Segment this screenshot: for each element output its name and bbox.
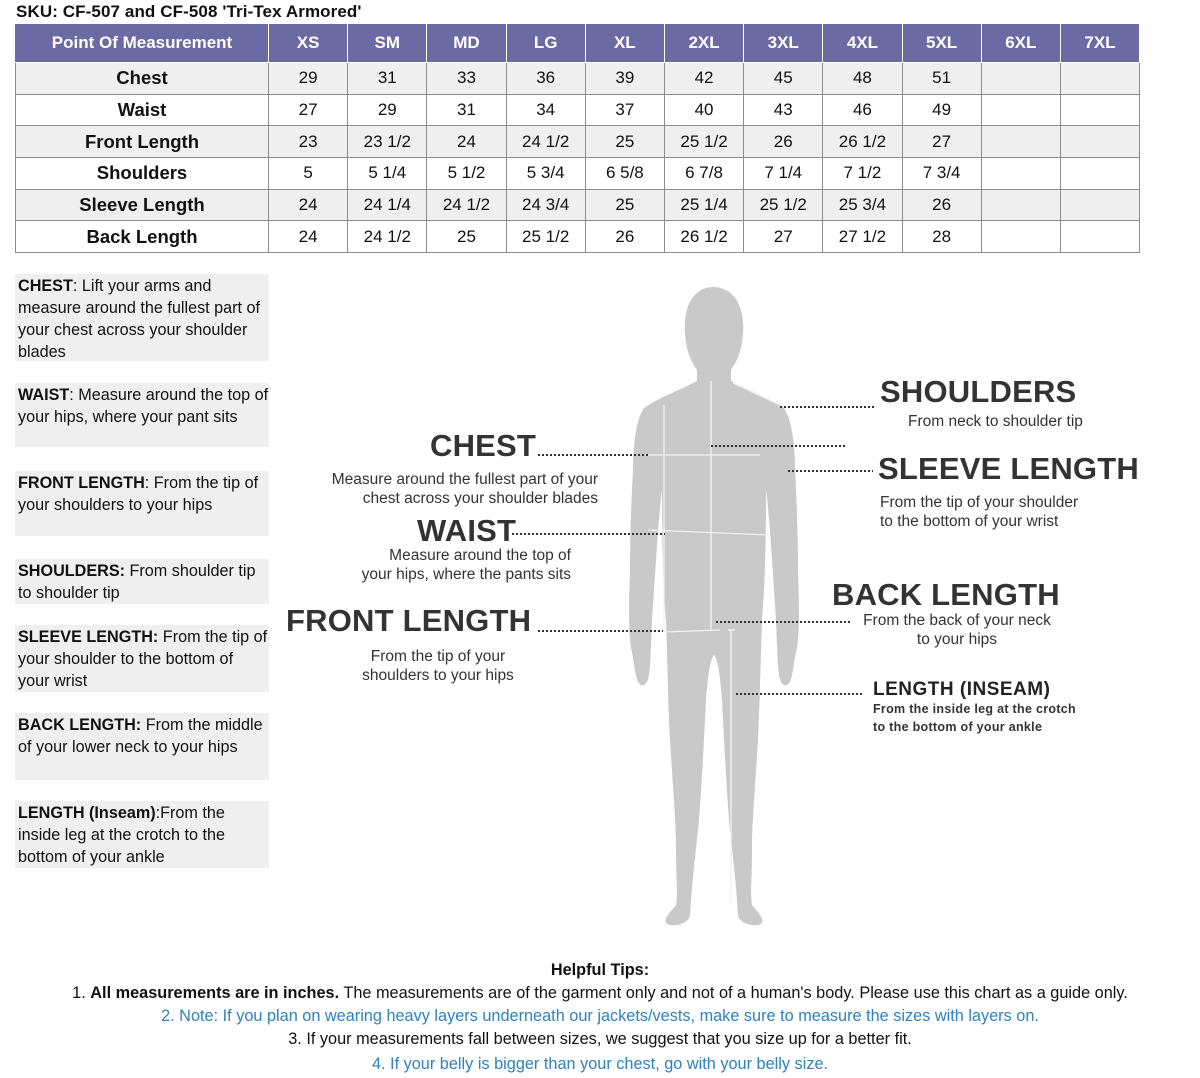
desc-text: From the middle of your lower neck to your hips [18,716,263,756]
inseam-callout-line2: to the bottom of your ankle [873,719,1043,734]
table-cell: 26 [585,221,664,253]
back-length-callout-line2: to your hips [916,630,998,648]
table-cell: 25 [585,189,664,221]
desc-text: : From the tip of your shoulders to your hips [18,474,259,514]
table-cell: 48 [823,63,902,95]
desc-text: :From the inside leg at the crotch to the bottom of your ankle [18,804,225,866]
tip-2: 2. Note: If you plan on wearing heavy layers underneath our jackets/vests, make sure to measure the sizes with layers on. [161,1007,1039,1025]
table-cell: 31 [348,63,427,95]
table-cell: 27 [269,94,348,126]
inseam-callout-line1: From the inside leg at the crotch [873,702,1076,716]
desc-text: : Lift your arms and measure around the fullest part of your chest across your shoulder blades [18,277,261,361]
table-cell: 5 1/4 [348,158,427,190]
table-cell: 25 [427,221,506,253]
table-cell: 25 1/2 [744,189,823,221]
desc-term: LENGTH (Inseam) [18,804,156,822]
table-cell: 51 [902,63,981,95]
table-cell: 40 [664,94,743,126]
size-2xl: 2XL [664,24,743,63]
table-cell: 45 [744,63,823,95]
tips-heading: Helpful Tips: [550,961,650,979]
waist-callout-line2: your hips, where the pants sits [361,565,571,583]
waist-callout-line1: Measure around the top of [389,547,571,564]
desc-text: From shoulder tip to shoulder tip [18,562,256,602]
table-cell: 42 [664,63,743,95]
table-cell: 5 1/2 [427,158,506,190]
front-length-callout-title: FRONT LENGTH [286,603,532,638]
table-cell: 27 [902,126,981,158]
body-silhouette [629,287,799,925]
inseam-callout-text [873,701,1076,736]
size-3xl: 3XL [744,24,823,63]
table-cell: 25 1/4 [664,189,743,221]
table-cell: 33 [427,63,506,95]
inseam-callout-title: LENGTH (INSEAM) [873,679,1051,700]
chest-callout-text [322,471,598,508]
chest-callout-line1: Measure around the fullest part of your [331,471,598,488]
waist-callout-title: WAIST [417,513,517,548]
table-cell: 24 1/2 [348,221,427,253]
table-cell: 6 7/8 [664,158,743,190]
table-cell: 24 1/2 [506,126,585,158]
chest-callout-title: CHEST [430,428,537,463]
size-6xl: 6XL [981,24,1060,63]
size-5xl: 5XL [902,24,981,63]
row-label: Chest [16,63,269,95]
table-cell: 28 [902,221,981,253]
tip-1-rest: The measurements are of the garment only and not of a human's body. Please use this chart as a guide only. [339,984,1128,1002]
desc-term: WAIST [18,386,70,404]
sleeve-length-callout-line2: to the bottom of your wrist [880,512,1059,530]
back-length-callout-title: BACK LENGTH [832,577,1060,612]
table-cell: 37 [585,94,664,126]
row-label: Shoulders [16,158,269,190]
table-cell: 49 [902,94,981,126]
desc-term: SHOULDERS: [18,562,126,580]
desc-term: SLEEVE LENGTH: [18,628,159,646]
sleeve-length-callout-line1: From the tip of your shoulder [880,494,1079,511]
desc-term: CHEST [18,277,73,295]
row-label: Waist [16,94,269,126]
waist-callout-text [343,547,571,584]
table-cell: 26 1/2 [664,221,743,253]
table-cell: 26 1/2 [823,126,902,158]
table-cell: 5 3/4 [506,158,585,190]
front-length-callout-line1: From the tip of your [370,648,506,665]
shoulders-callout-text: From neck to shoulder tip [908,413,1083,430]
shoulders-callout-title: SHOULDERS [880,374,1077,409]
desc-term: BACK LENGTH: [18,716,142,734]
table-cell: 6 5/8 [585,158,664,190]
row-label: Back Length [16,221,269,253]
table-cell: 25 3/4 [823,189,902,221]
table-cell: 26 [744,126,823,158]
tip-4: 4. If your belly is bigger than your chest, go with your belly size. [371,1055,829,1073]
table-cell: 24 [269,221,348,253]
size-xs: XS [269,24,348,63]
table-cell: 7 3/4 [902,158,981,190]
table-cell: 29 [269,63,348,95]
row-label: Front Length [16,126,269,158]
table-cell: 34 [506,94,585,126]
table-cell: 46 [823,94,902,126]
table-cell: 27 1/2 [823,221,902,253]
tip-1 [0,982,1200,1005]
table-cell: 24 [427,126,506,158]
table-cell: 39 [585,63,664,95]
table-cell: 27 [744,221,823,253]
table-cell: 5 [269,158,348,190]
sleeve-length-callout-text [880,494,1078,531]
desc-term: FRONT LENGTH [18,474,145,492]
table-cell: 24 [269,189,348,221]
table-cell: 36 [506,63,585,95]
table-cell: 23 [269,126,348,158]
header-label: Point Of Measurement [16,24,269,63]
back-length-callout-line1: From the back of your neck [863,612,1051,629]
table-cell: 25 [585,126,664,158]
back-length-callout-text [852,612,1062,649]
size-xl: XL [585,24,664,63]
row-label: Sleeve Length [16,189,269,221]
tip-1-bold: All measurements are in inches. [90,984,340,1002]
table-cell: 29 [348,94,427,126]
helpful-tips [0,959,1200,1076]
table-cell: 24 1/2 [427,189,506,221]
size-7xl: 7XL [1060,24,1139,63]
tip-1-prefix: 1. [72,984,91,1002]
size-sm: SM [348,24,427,63]
size-md: MD [427,24,506,63]
chest-callout-line2: chest across your shoulder blades [362,489,598,507]
table-cell: 25 1/2 [506,221,585,253]
sleeve-length-callout-title: SLEEVE LENGTH [878,451,1139,486]
front-length-callout-line2: shoulders to your hips [362,666,514,684]
table-cell: 31 [427,94,506,126]
size-lg: LG [506,24,585,63]
sku-title: SKU: CF-507 and CF-508 'Tri-Tex Armored' [16,2,362,21]
table-cell: 25 1/2 [664,126,743,158]
desc-text: From the tip of your shoulder to the bottom of your wrist [18,628,268,690]
table-cell: 24 3/4 [506,189,585,221]
front-length-callout-text [336,648,540,685]
table-cell: 26 [902,189,981,221]
table-cell: 7 1/4 [744,158,823,190]
desc-text: : Measure around the top of your hips, where your pant sits [18,386,269,426]
table-cell: 23 1/2 [348,126,427,158]
table-cell: 43 [744,94,823,126]
size-4xl: 4XL [823,24,902,63]
table-cell: 7 1/2 [823,158,902,190]
table-cell: 24 1/4 [348,189,427,221]
tip-3: 3. If your measurements fall between sizes, we suggest that you size up for a better fit. [288,1030,912,1048]
